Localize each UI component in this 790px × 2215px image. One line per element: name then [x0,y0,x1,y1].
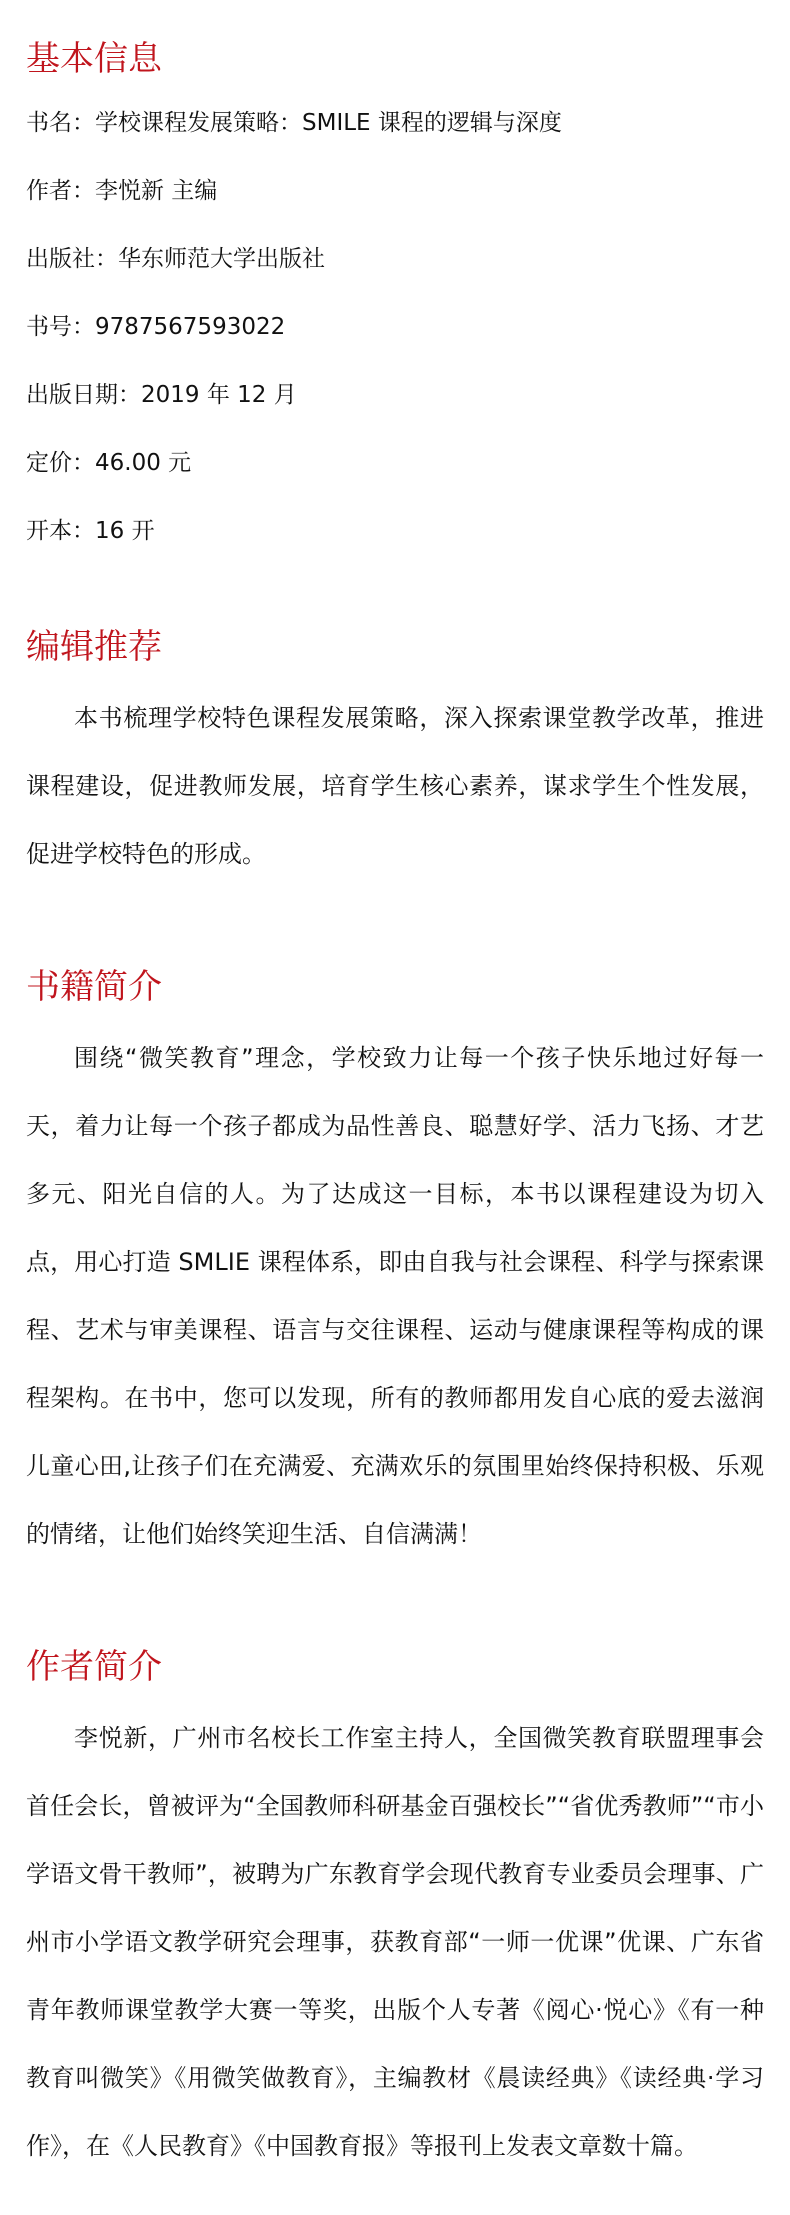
author-intro-section [26,1640,764,2180]
book-intro-title: 书籍简介 [26,967,162,1007]
author-intro-title: 作者简介 [26,1647,162,1687]
info-row-title: 书名：学校课程发展策略：SMILE 课程的逻辑与深度 [26,110,562,136]
info-row-author: 作者：李悦新 主编 [26,178,218,204]
author-intro-text: 李悦新，广州市名校长工作室主持人，全国微笑教育联盟理事会首任会长，曾被评为“全国教师科研基金百强校长”“省优秀教师”“市小学语文骨干教师”，被聘为广东教育学会现代教育专业委员会理事、广州市小学语文教学研究会理事，获教育部“一师一优课”优课、广东省青年教师课堂教学大赛一等奖，出版个人专著《阅心·悦心》《有一种教育叫微笑》《用微笑做教育》，主编教材《晨读经典》《读经典·学习作》，在《人民教育》《中国教育报》等报刊上发表文章数十篇。 [26,1724,764,2160]
info-row-price: 定价：46.00 元 [26,450,192,476]
info-row-isbn: 书号：9787567593022 [26,314,286,340]
info-row-format: 开本：16 开 [26,518,155,544]
info-row-publish-date: 出版日期：2019 年 12 月 [26,382,297,408]
basic-info-list [26,86,764,548]
info-row-publisher: 出版社：华东师范大学出版社 [26,246,325,272]
editor-recommend-section [26,620,764,888]
book-intro-section [26,960,764,1568]
editor-recommend-title: 编辑推荐 [26,627,162,667]
basic-info-title: 基本信息 [26,39,162,79]
editor-recommend-text: 本书梳理学校特色课程发展策略，深入探索课堂教学改革，推进课程建设，促进教师发展，培育学生核心素养，谋求学生个性发展，促进学校特色的形成。 [26,704,764,868]
basic-info-section [26,32,764,548]
book-intro-text: 围绕“微笑教育”理念，学校致力让每一个孩子快乐地过好每一天，着力让每一个孩子都成为品性善良、聪慧好学、活力飞扬、才艺多元、阳光自信的人。为了达成这一目标，本书以课程建设为切入点，用心打造 SMLIE 课程体系，即由自我与社会课程、科学与探索课程、艺术与审美课程、语言与交往课程、运动与健康课程等构成的课程架构。在书中，您可以发现，所有的教师都用发自心底的爱去滋润儿童心田,让孩子们在充满爱、充满欢乐的氛围里始终保持积极、乐观的情绪，让他们始终笑迎生活、自信满满！ [26,1044,764,1548]
